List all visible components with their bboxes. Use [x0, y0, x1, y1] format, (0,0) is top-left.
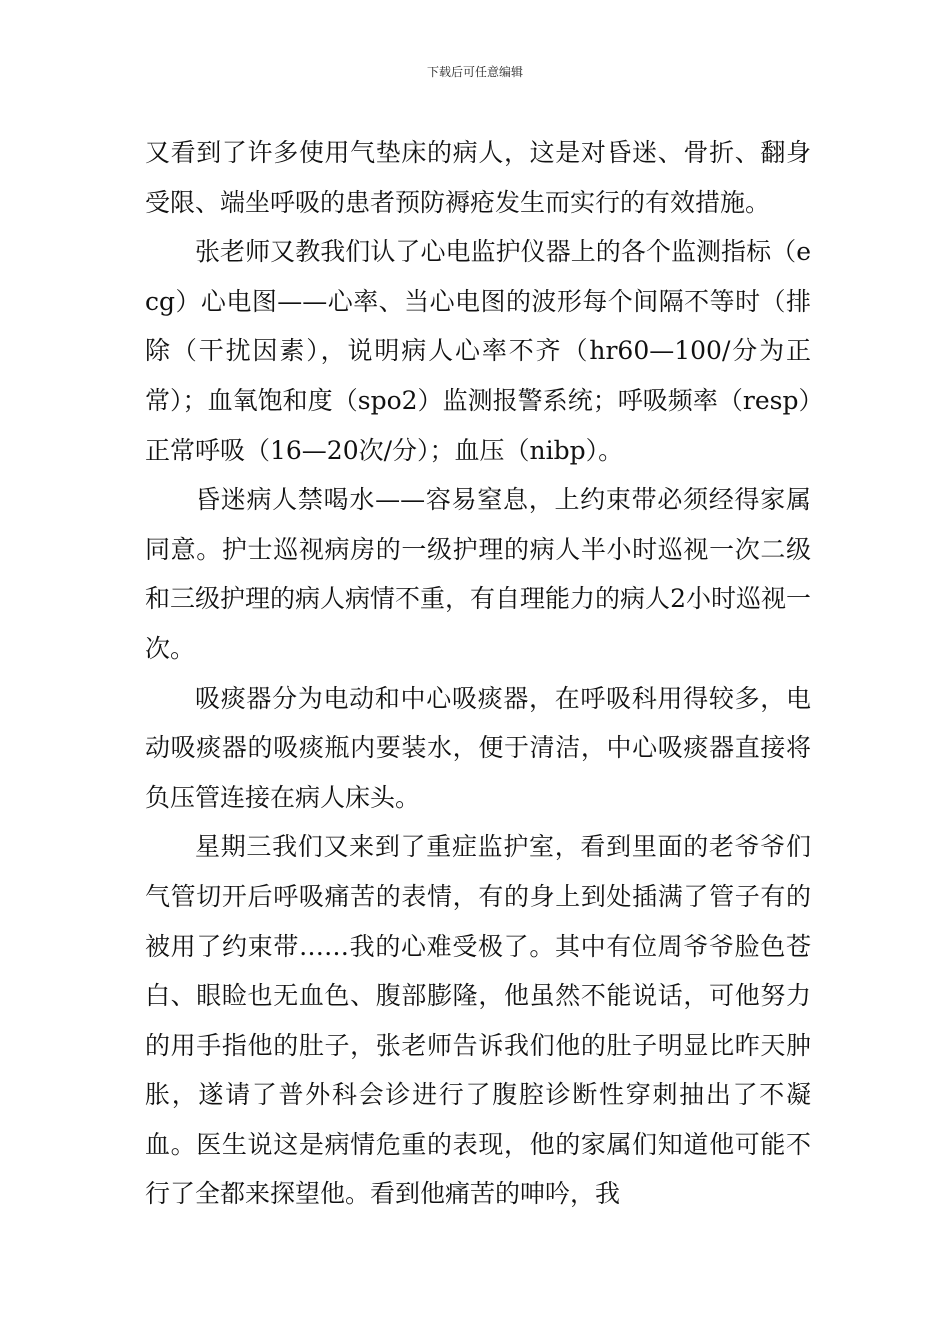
paragraph-continuation: 又看到了许多使用气垫床的病人，这是对昏迷、骨折、翻身受限、端坐呼吸的患者预防褥疮发生而实行的有效措施。 — [145, 138, 811, 217]
document-body — [145, 128, 811, 1219]
page-header: 下载后可任意编辑 — [426, 65, 523, 79]
paragraph-icu-visit: 星期三我们又来到了重症监护室，看到里面的老爷爷们气管切开后呼吸痛苦的表情，有的身上到处插满了管子有的被用了约束带……我的心难受极了。其中有位周爷爷脸色苍白、眼睑也无血色、腹部膨隆，他虽然不能说话，可他努力的用手指他的肚子，张老师告诉我们他的肚子明显比昨天肿胀，遂请了普外科会诊进行了腹腔诊断性穿刺抽出了不凝血。医生说这是病情危重的表现，他的家属们知道他可能不行了全都来探望他。看到他痛苦的呻吟，我 — [145, 832, 811, 1209]
paragraph-coma-care: 昏迷病人禁喝水——容易窒息，上约束带必须经得家属同意。护士巡视病房的一级护理的病人半小时巡视一次二级和三级护理的病人病情不重，有自理能力的病人2小时巡视一次。 — [145, 485, 811, 663]
paragraph-ecg-monitoring: 张老师又教我们认了心电监护仪器上的各个监测指标（ecg）心电图——心率、当心电图的波形每个间隔不等时（排除（干扰因素），说明病人心率不齐（hr60—100/分为正常）；血氧饱和度（spo2）监测报警系统；呼吸频率（resp）正常呼吸（16—20次/分）；血压（nibp）。 — [145, 237, 811, 465]
paragraph-suction-device: 吸痰器分为电动和中心吸痰器，在呼吸科用得较多，电动吸痰器的吸痰瓶内要装水，便于清洁，中心吸痰器直接将负压管连接在病人床头。 — [145, 683, 811, 812]
